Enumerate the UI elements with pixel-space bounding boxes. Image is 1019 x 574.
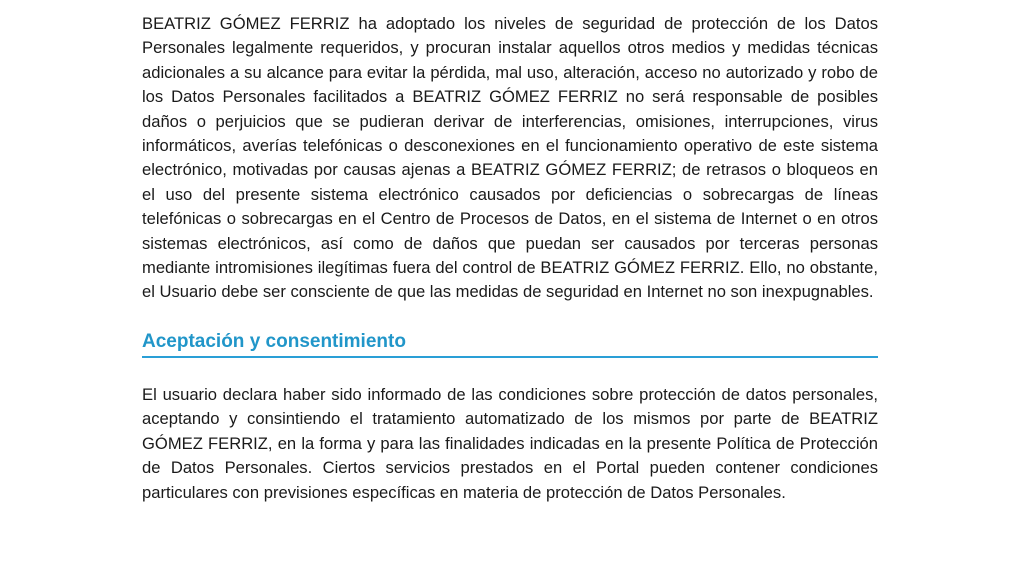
consent-paragraph: El usuario declara haber sido informado de las condiciones sobre protección de datos personales, aceptando y consintiendo el tratamiento automatizado de los mismos por parte de BEATRIZ GÓMEZ FERRIZ, en la forma y para las finalidades indicadas en la presente Política de Protección de Datos Personales. Ciertos servicios prestados en el Portal pueden contener condiciones particulares con previsiones específicas en materia de protección de Datos Personales. (142, 384, 878, 502)
section-heading-container (142, 330, 878, 358)
security-paragraph: BEATRIZ GÓMEZ FERRIZ ha adoptado los niveles de seguridad de protección de los Datos Personales legalmente requeridos, y procuran instalar aquellos otros medios y medidas técnicas adicionales a su alcance para evitar la pérdida, mal uso, alteración, acceso no autorizado y robo de los Datos Personales facilitados a BEATRIZ GÓMEZ FERRIZ no será responsable de posibles daños o perjuicios que se pudieran derivar de interferencias, omisiones, interrupciones, virus informáticos, averías telefónicas o desconexiones en el funcionamiento operativo de este sistema electrónico, motivadas por causas ajenas a BEATRIZ GÓMEZ FERRIZ; de retrasos o bloqueos en el uso del presente sistema electrónico causados por deficiencias o sobrecargas de líneas telefónicas o sobrecargas en el Centro de Procesos de Datos, en el sistema de Internet o en otros sistemas electrónicos, así como de daños que puedan ser causados por terceras personas mediante intromisiones ilegítimas fuera del control de BEATRIZ GÓMEZ FERRIZ. Ello, no obstante, el Usuario debe ser consciente de que las medidas de seguridad en Internet no son inexpugnables. (142, 14, 878, 302)
document-body (142, 12, 878, 505)
section-heading: Aceptación y consentimiento (142, 330, 406, 352)
